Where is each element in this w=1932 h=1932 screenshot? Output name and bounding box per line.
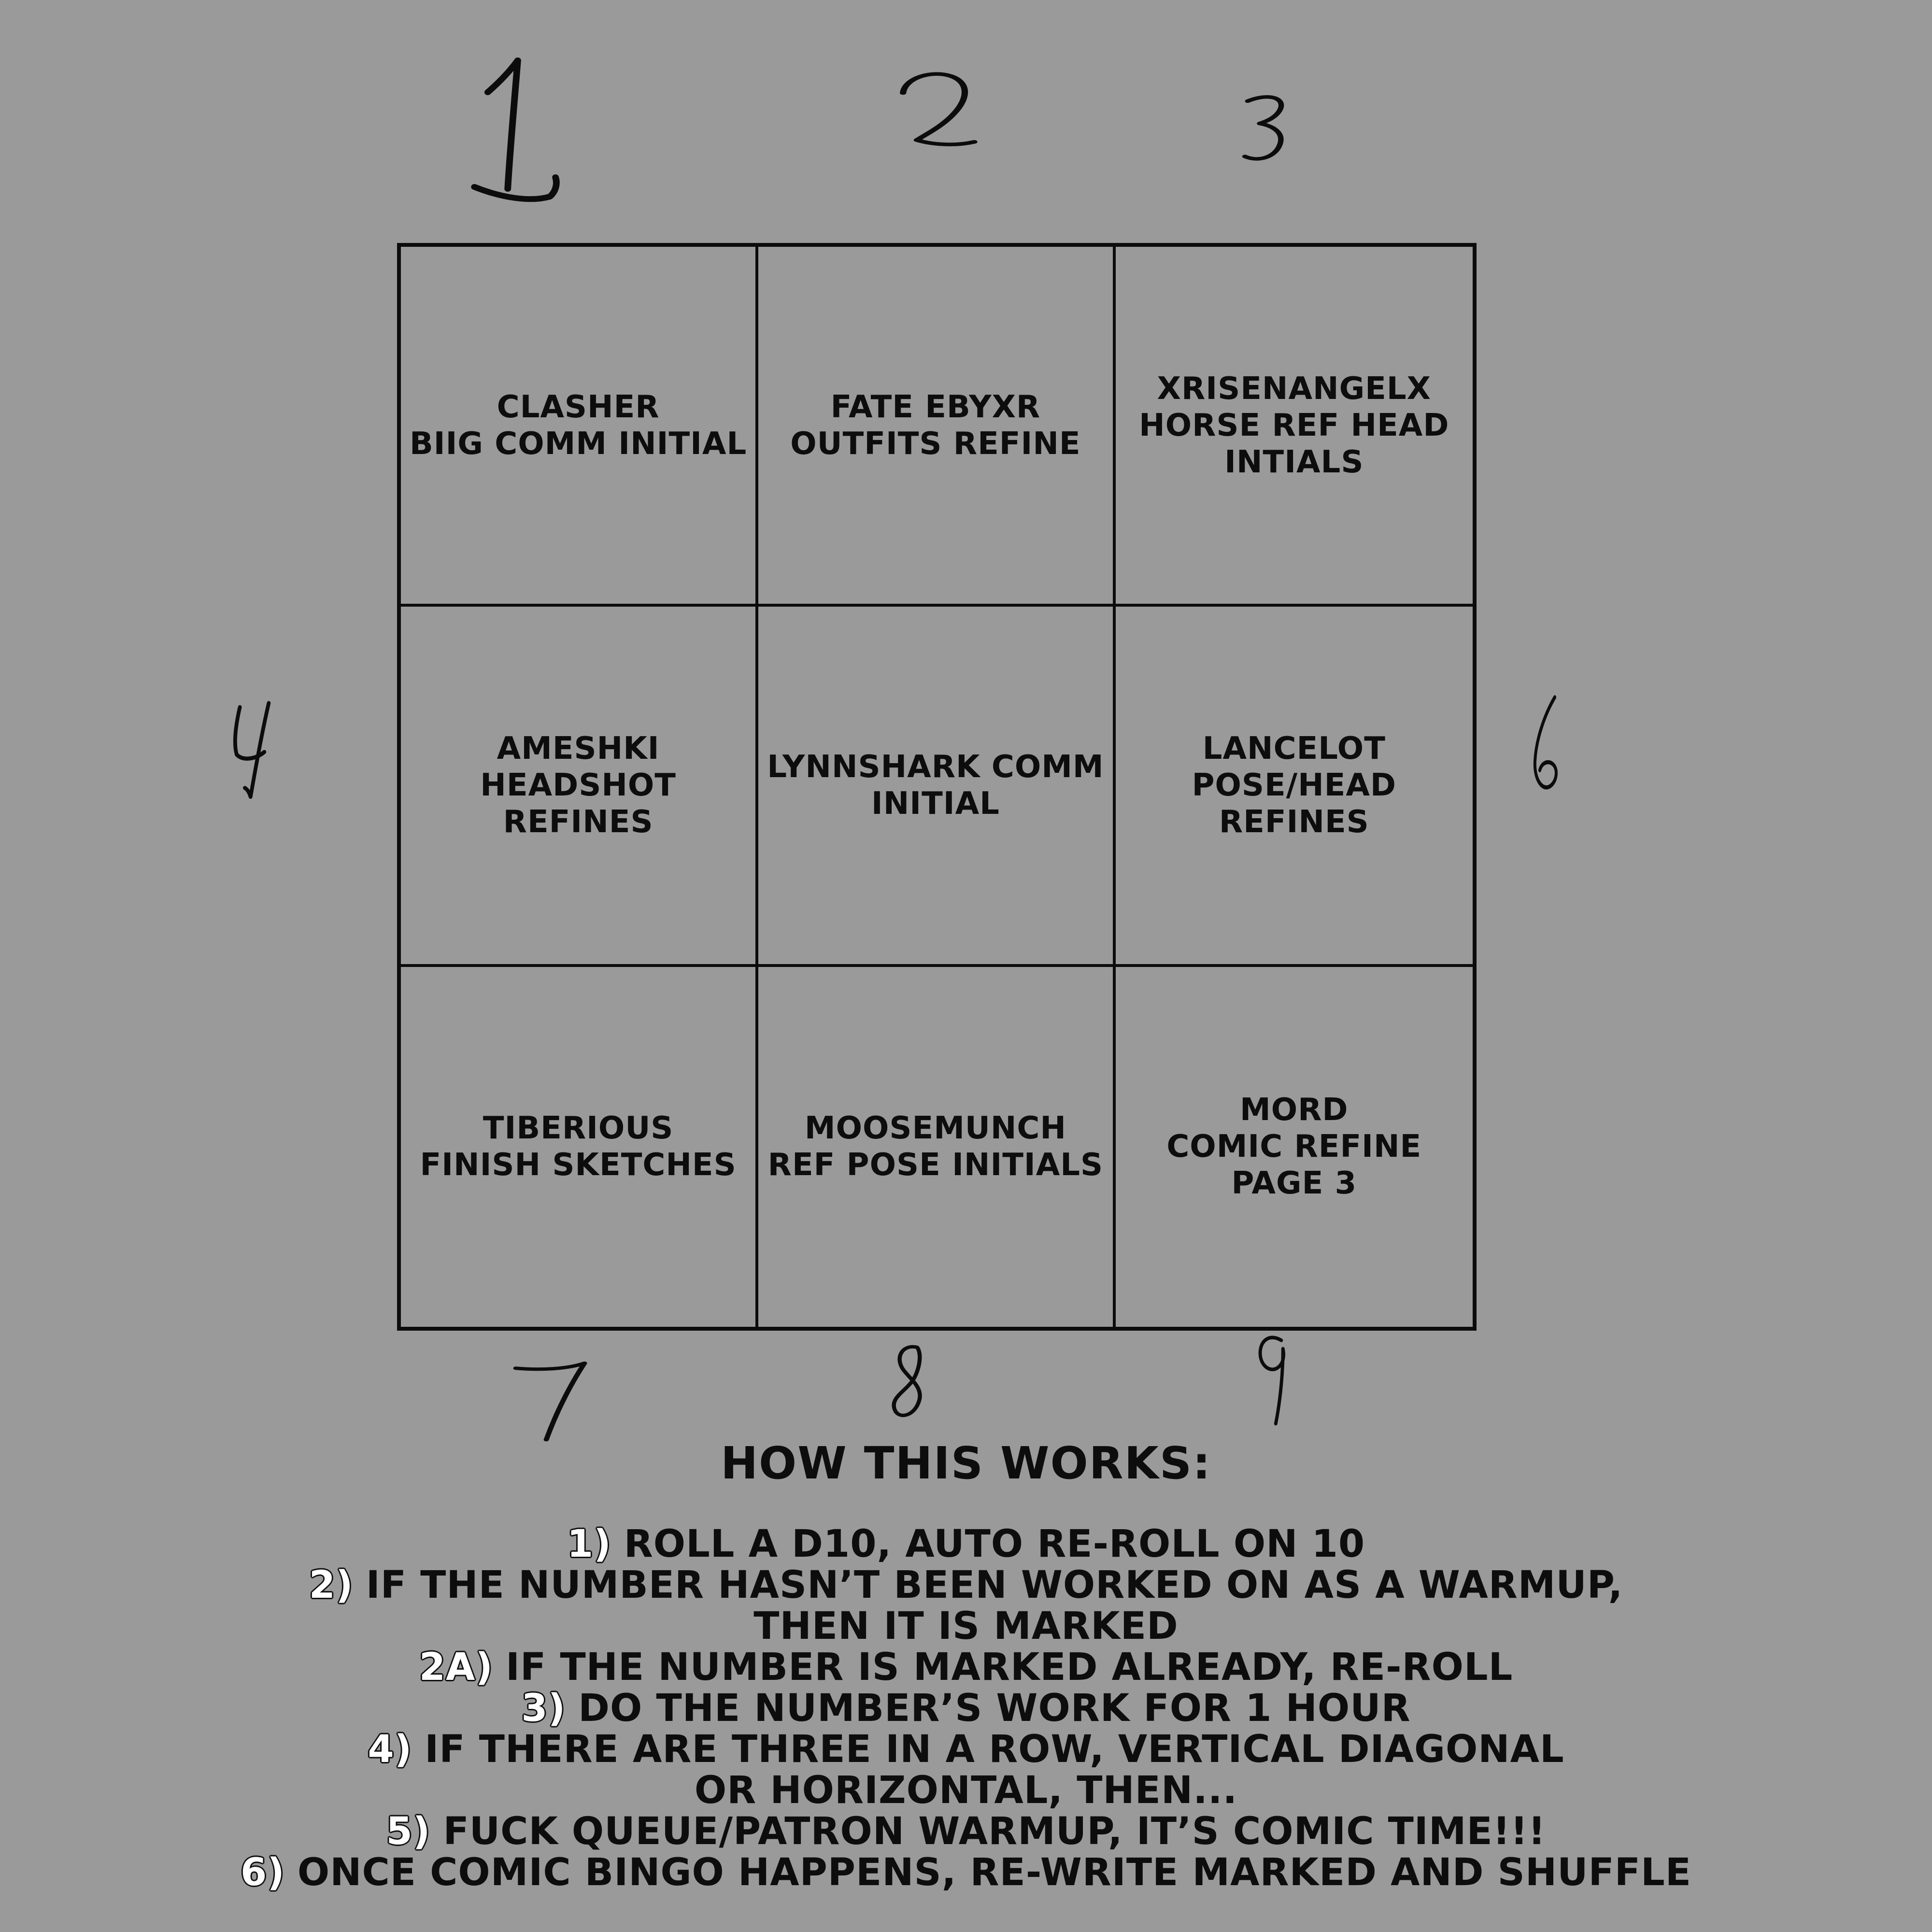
bingo-cell-1 bbox=[401, 247, 758, 607]
instruction-number: 3) bbox=[521, 1687, 566, 1730]
instruction-number: 2) bbox=[309, 1563, 354, 1607]
instruction-number: 2A) bbox=[419, 1646, 493, 1689]
instruction-line bbox=[0, 1811, 1932, 1852]
cell-text: FINISH SKETCHES bbox=[420, 1147, 737, 1183]
instruction-text: FUCK QUEUE/PATRON WARMUP, IT’S COMIC TIME!!! bbox=[443, 1810, 1546, 1853]
cell-text: INITIAL bbox=[871, 785, 1000, 822]
cell-text: OUTFITS REFINE bbox=[790, 426, 1081, 462]
instruction-text: THEN IT IS MARKED bbox=[753, 1605, 1179, 1648]
cell-text: MOOSEMUNCH bbox=[804, 1110, 1066, 1147]
cell-text: MORD bbox=[1240, 1092, 1349, 1128]
instructions-heading: HOW THIS WORKS: bbox=[721, 1437, 1211, 1489]
handwritten-number-9 bbox=[1241, 1333, 1297, 1430]
cell-text: PAGE 3 bbox=[1231, 1165, 1357, 1202]
handwritten-number-2 bbox=[884, 68, 990, 164]
cell-text: XRISENANGELX bbox=[1157, 370, 1431, 407]
instruction-line bbox=[0, 1770, 1932, 1811]
handwritten-number-8 bbox=[877, 1343, 944, 1435]
instruction-number: 4) bbox=[368, 1728, 412, 1771]
cell-text: POSE/HEAD bbox=[1192, 767, 1397, 803]
instruction-number: 1) bbox=[567, 1522, 611, 1566]
bingo-cell-5 bbox=[758, 607, 1115, 966]
cell-text: AMESHKI bbox=[497, 730, 660, 767]
handwritten-number-7 bbox=[507, 1355, 594, 1444]
instruction-text: OR HORIZONTAL, THEN... bbox=[694, 1769, 1238, 1812]
instruction-line bbox=[0, 1606, 1932, 1647]
bingo-grid bbox=[397, 243, 1477, 1331]
instruction-text: IF THERE ARE THREE IN A ROW, VERTICAL DIAGONAL bbox=[425, 1728, 1564, 1771]
instruction-line bbox=[0, 1729, 1932, 1770]
bingo-cell-7 bbox=[401, 967, 758, 1327]
cell-text: HORSE REF HEAD bbox=[1139, 407, 1449, 443]
bingo-cell-3 bbox=[1116, 247, 1473, 607]
bingo-cell-2 bbox=[758, 247, 1115, 607]
instruction-text: IF THE NUMBER IS MARKED ALREADY, RE-ROLL bbox=[506, 1646, 1513, 1689]
instruction-line bbox=[0, 1647, 1932, 1688]
instruction-line bbox=[0, 1688, 1932, 1729]
bingo-cell-9 bbox=[1116, 967, 1473, 1327]
handwritten-number-3 bbox=[1222, 89, 1314, 184]
cell-text: BIIG COMM INITIAL bbox=[410, 426, 747, 462]
instruction-number: 5) bbox=[386, 1810, 431, 1853]
cell-text: REF POSE INITIALS bbox=[767, 1147, 1104, 1183]
instruction-line bbox=[0, 1565, 1932, 1606]
bingo-cell-4 bbox=[401, 607, 758, 966]
instruction-text: ROLL A D10, AUTO RE-ROLL ON 10 bbox=[624, 1522, 1365, 1566]
instruction-text: ONCE COMIC BINGO HAPPENS, RE-WRITE MARKED AND SHUFFLE bbox=[297, 1851, 1692, 1894]
cell-text: TIBERIOUS bbox=[483, 1110, 674, 1147]
cell-text: REFINES bbox=[503, 804, 653, 840]
handwritten-number-1 bbox=[459, 56, 570, 210]
cell-text: LYNNSHARK COMM bbox=[767, 749, 1104, 785]
cell-text: LANCELOT bbox=[1202, 730, 1386, 767]
bingo-cell-8 bbox=[758, 967, 1115, 1327]
instruction-line bbox=[0, 1524, 1932, 1565]
handwritten-number-6 bbox=[1524, 693, 1572, 804]
instruction-line bbox=[0, 1852, 1932, 1893]
cell-text: FATE EBYXR bbox=[830, 389, 1041, 425]
instruction-text: DO THE NUMBER’S WORK FOR 1 HOUR bbox=[578, 1687, 1411, 1730]
cell-text: INTIALS bbox=[1224, 444, 1364, 480]
bingo-cell-6 bbox=[1116, 607, 1473, 966]
cell-text: HEADSHOT bbox=[480, 767, 676, 803]
instruction-number: 6) bbox=[240, 1851, 285, 1894]
instruction-text: IF THE NUMBER HASN’T BEEN WORKED ON AS A WARMUP, bbox=[366, 1563, 1623, 1607]
cell-text: COMIC REFINE bbox=[1166, 1129, 1422, 1165]
cell-text: REFINES bbox=[1219, 804, 1369, 840]
handwritten-number-4 bbox=[220, 700, 283, 809]
cell-text: CLASHER bbox=[497, 389, 660, 425]
instructions-list bbox=[0, 1524, 1932, 1893]
